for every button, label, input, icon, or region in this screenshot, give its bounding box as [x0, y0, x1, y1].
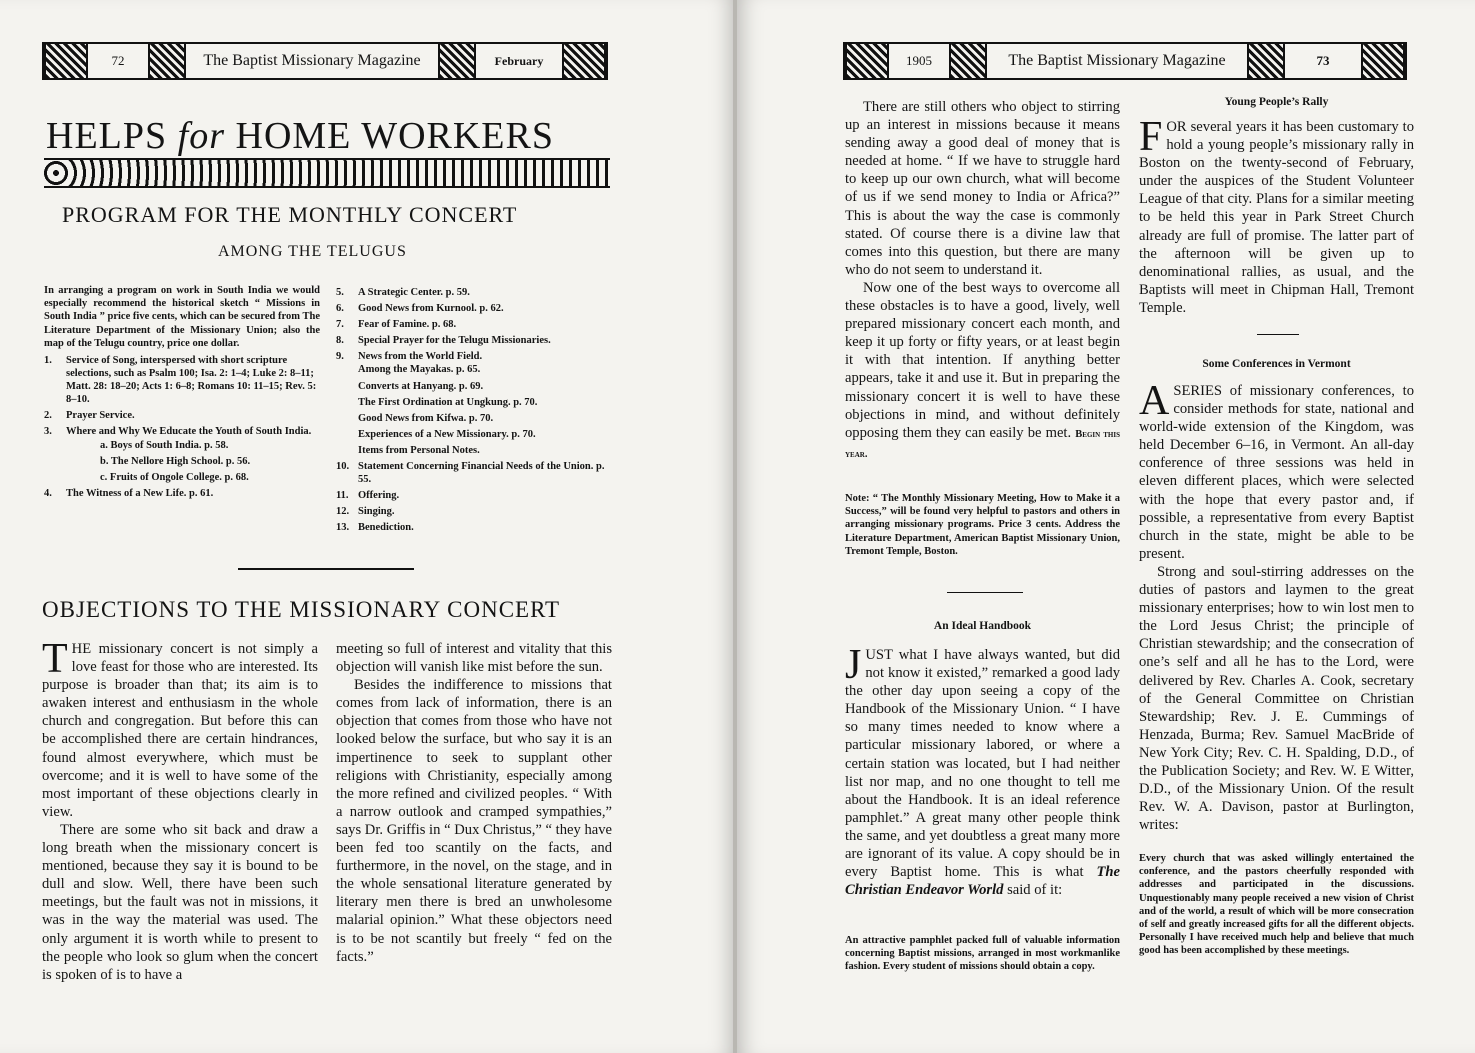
page-number: 72	[111, 53, 125, 68]
vermont-quote: Every church that was asked willingly entertained the conference, and the pastors cheerfully responded with addresses and participated in the discussions. Unquestionably many people received a new vision of Christ and of the world, a result of which will be more consecration of self and greatly increased gifts for all the different objects. Personally I have received much help and believe that much good has been accomplished by these meetings.	[1139, 853, 1414, 957]
program-item: 4. The Witness of a New Life. p. 61.	[44, 487, 214, 499]
program-item: 8. Special Prayer for the Telugu Missionaries.	[336, 335, 551, 347]
program-item: 3. Where and Why We Educate the Youth of South India. a. Boys of South India. p. 58. b. The Nellore High School. p. 56. c. Fruits of Ongole College. p. 68.	[44, 425, 320, 483]
ornament-icon	[1247, 44, 1285, 78]
running-header	[843, 42, 1407, 80]
page-number: 73	[1316, 53, 1330, 68]
rally-heading: Young People’s Rally	[1224, 96, 1329, 108]
divider	[1257, 334, 1299, 335]
drop-cap: A	[1139, 378, 1170, 424]
ornament-icon	[438, 44, 476, 78]
objections-title: OBJECTIONS TO THE MISSIONARY CONCERT	[42, 597, 561, 622]
ornament-icon	[44, 44, 88, 78]
issue-month: February	[494, 53, 544, 68]
sub-item: Experiences of a New Missionary. p. 70.	[358, 428, 536, 440]
program-item: 13. Benediction.	[336, 522, 414, 534]
issue-year: 1905	[906, 53, 932, 68]
handbook-heading: An Ideal Handbook	[933, 620, 1032, 632]
drop-cap: J	[845, 642, 862, 688]
program-item: 6. Good News from Kurnool. p. 62.	[336, 303, 504, 315]
sub-item: Among the Mayakas. p. 65.	[358, 364, 481, 376]
ornament-icon	[949, 44, 987, 78]
magazine-title: The Baptist Missionary Magazine	[203, 52, 421, 69]
drop-cap: F	[1139, 114, 1163, 160]
sub-item: The First Ordination at Ungkung. p. 70.	[358, 396, 538, 408]
sub-item: Good News from Kifwa. p. 70.	[358, 412, 494, 424]
sub-item: Items from Personal Notes.	[358, 444, 480, 456]
article-column-2: meeting so full of interest and vitality that this objection will vanish like mist before the sun. Besides the indifference to missions that comes from lack of information, there is an objection that comes from those who have not looked below the surface, but who say it is an impertinence to seek to supplant other religions with Christianity, especially among the more refined and civilized peoples. “ With a narrow outlook and cramped sympathies,” says Dr. Griffis in “ Dux Christus,” “ they have been fed too scantily on the facts, and furthermore, in the novel, on the stage, and in the whole sensational literature generated by literary men there is bred an unwholesome malarial opinion.” What these objectors need is to be not scantily but freely “ fed on the facts.”	[336, 641, 612, 965]
program-intro: In arranging a program on work in South India we would especially recommend the historical sketch “ Missions in South India ” price five cents, which can be secured from The Literature Department of the Missionary Union; also the map of the Telugu country, price one dollar.	[44, 285, 320, 349]
sub-item: a. Boys of South India. p. 58.	[100, 439, 229, 451]
program-item: 7. Fear of Famine. p. 68.	[336, 319, 457, 331]
program-item: 2. Prayer Service.	[44, 410, 135, 422]
program-item: 12. Singing.	[336, 506, 395, 518]
program-list-left	[44, 354, 320, 503]
drop-cap: T	[42, 636, 68, 682]
article-column-3: There are still others who object to stirring up an interest in missions because it means sending away a good deal of money that is needed at home. “ If we have to struggle hard to keep up our own church, what will become of us if we send money to India or Africa?” This is about the way the case is commonly stated. Of course there is a divine law that comes into this question, but there are many who do not seem to understand it. Now one of the best ways to overcome all these obstacles is to have a good, lively, well prepared missionary concert each month, and keep it up forty or fifty years, or at least begin it with that intention. If anything better appears, take it and use it. But in preparing the missionary concert it is well to have these objections in mind, and without definitely opposing them they can easily be met. Begin this year.	[845, 99, 1120, 460]
program-item: 1. Service of Song, interspersed with short scripture selections, such as Psalm 100; Isa. 2: 1–4; Luke 2: 8–11; Matt. 28: 18–20; Acts 1: 6–8; Romans 10: 11–15; Rev. 5: 8–10.	[44, 355, 317, 406]
right-page	[737, 0, 1475, 1053]
note: Note: “ The Monthly Missionary Meeting, How to Make it a Success,” will be found very helpful to pastors and others in arranging missionary programs. Price 3 cents. Address the Literature Department, American Baptist Missionary Union, Tremont Temple, Boston.	[845, 493, 1120, 557]
sub-item: c. Fruits of Ongole College. p. 68.	[100, 471, 249, 483]
running-header	[42, 42, 608, 80]
ornament-icon	[845, 44, 889, 78]
vine-ornament-icon	[44, 158, 610, 188]
program-item: 5. A Strategic Center. p. 59.	[336, 287, 470, 298]
program-item: 10. Statement Concerning Financial Needs of the Union. p. 55.	[336, 461, 605, 486]
divider	[238, 568, 414, 570]
sub-item: b. The Nellore High School. p. 56.	[100, 455, 251, 467]
program-item: 9. News from the World Field. Among the Mayakas. p. 65. Converts at Hanyang. p. 69. The First Ordination at Ungkung. p. 70. Good News from Kifwa. p. 70. Experiences of a New Missionary. p. 70. Items from Personal Notes.	[336, 350, 612, 457]
vermont-article: ASERIES of missionary conferences, to consider methods for state, national and world-wide extension of the Kingdom, was held December 6–16, in Vermont. An all-day conference of three sessions was held in eleven different places, which were selected with the hope that every pastor and, if possible, a representative from every Baptist church in the state, might be able to be present. Strong and soul-stirring addresses on the duties of pastors and laymen to the great missionary enterprises; how to win lost men to the Lord Jesus Christ; the principle of Christian stewardship; and the consecration of one’s self and all he has to the Lord, were delivered by Rev. Charles A. Cook, secretary of the General Committee on Christian Stewardship; Rev. J. E. Cummings of Henzada, Burma; Rev. Samuel MacBride of New York City; Rev. C. H. Spalding, D.D., of the Publication Society; and Rev. W. E Witter, D.D., of the Missionary Union. Of the result Rev. W. A. Davison, pastor at Burlington, writes:	[1139, 378, 1414, 834]
program-title: PROGRAM FOR THE MONTHLY CONCERT	[62, 202, 518, 227]
program-item: 11. Offering.	[336, 490, 400, 502]
section-title: HELPS for HOME WORKERS	[46, 115, 554, 157]
ornament-icon	[1361, 44, 1405, 78]
program-subtitle: AMONG THE TELUGUS	[218, 243, 407, 260]
ornament-icon	[562, 44, 606, 78]
rally-article: FOR several years it has been customary to hold a young people’s missionary rally in Boston on the twenty-second of February, under the auspices of the Student Volunteer League of that city. Plans for a similar meeting to be held this year in Park Street Church already are full of promise. The latter part of the afternoon will be given up to denominational rallies, as usual, and the Baptists will meet in Chipman Hall, Tremont Temple.	[1139, 114, 1414, 316]
magazine-title: The Baptist Missionary Magazine	[1008, 52, 1226, 69]
article-column-1: THE missionary concert is not simply a love feast for those who are interested. Its purpose is broader than that; its aim is to awaken interest and enthusiasm in the whole church and congregation. But before this can be accomplished there are certain hindrances, found almost everywhere, which must be overcome; and it is well to have some of the most important of these objections clearly in view. There are some who sit back and draw a long breath when the missionary concert is mentioned, because they say it is bound to be dull and slow. Well, there have been such meetings, but the fault was not in missions, it was in the way the material was used. The only argument it is worth while to present to the people who look so glum when the concert is spoken of is to have a	[42, 636, 318, 983]
program-list-right	[336, 286, 612, 538]
sub-item: Converts at Hanyang. p. 69.	[358, 380, 484, 392]
handbook-quote: An attractive pamphlet packed full of valuable information concerning Baptist missions, arranged in most workmanlike fashion. Every student of missions should obtain a copy.	[845, 935, 1120, 973]
left-page	[0, 0, 735, 1053]
vermont-heading: Some Conferences in Vermont	[1202, 358, 1351, 370]
handbook-article: JUST what I have always wanted, but did not know it existed,” remarked a good lady the other day upon seeing a copy of the Handbook of the Missionary Union. “ I have so many times needed to know where a particular missionary labored, or where a certain station was located, but I had neither list nor map, and no one thought to tell me about the Handbook. It is an ideal reference pamphlet.” A great many other people think the same, and yet doubtless a great many more are ignorant of its value. A copy should be in every Baptist home. This is what The Christian Endeavor World said of it:	[845, 642, 1120, 899]
divider	[947, 592, 1023, 593]
ornament-icon	[148, 44, 186, 78]
